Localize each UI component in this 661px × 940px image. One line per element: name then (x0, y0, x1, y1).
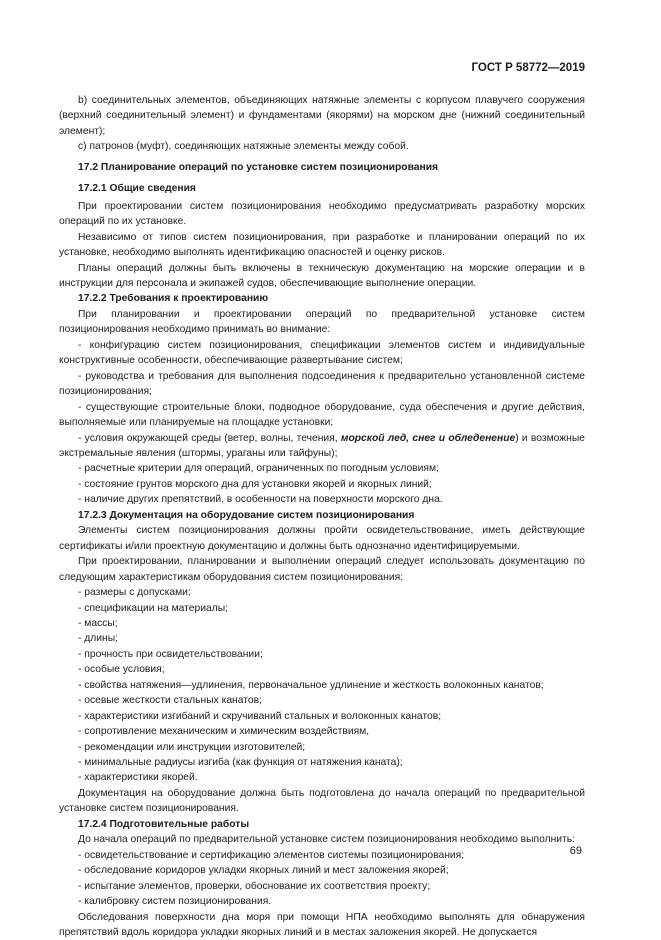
list-item-text: ) и возможные экстремальные явления (штормы, ураганы или тайфуны); (59, 432, 585, 459)
list-item: - особые условия; (78, 664, 165, 676)
list-item: - характеристики якорей. (78, 772, 198, 784)
paragraph: Планы операций должны быть включены в техническую документацию на морские операции и в инструкции для персонала и экипажей судов, обеспечивающие выполнение операции. (59, 262, 585, 289)
paragraph: При планировании и проектировании операций по предварительной установке систем позиционирования необходимо принимать во внимание: (59, 308, 585, 336)
list-item: - освидетельствование и сертификацию элементов системы позиционирования; (78, 849, 465, 861)
page-number: 69 (569, 845, 582, 857)
list-item: - конфигурацию систем позиционирования, спецификации элементов систем и индивидуальные конструктивные особенности, обеспечивающие развертывание систем; (59, 339, 585, 367)
paragraph: Элементы систем позиционирования должны пройти освидетельствование, иметь действующие сертификаты и/или проектную документацию и должны быть однозначно идентифицируемыми. (59, 525, 585, 552)
list-item: - характеристики изгибаний и скручиваний стальных и волоконных канатов; (78, 710, 442, 722)
list-item: - размеры с допусками; (78, 587, 191, 599)
paragraph: Документация на оборудование должна быть подготовлена до начала операций по предварительной установке систем позиционирования. (59, 787, 585, 815)
section-heading-17-2-3: 17.2.3 Документация на оборудование систем позиционирования (78, 509, 415, 521)
list-item: - наличие других препятствий, в особенности на поверхности морского дна. (78, 494, 443, 506)
list-item-text: - условия окружающей среды (ветер, волны, течения, (78, 432, 341, 444)
standard-code: ГОСТ Р 58772—2019 (471, 62, 585, 74)
list-item: - массы; (78, 617, 118, 629)
emphasis-text: морской лед, снег и обледенение (340, 432, 516, 444)
section-heading-17-2-1: 17.2.1 Общие сведения (78, 183, 196, 195)
list-item: - расчетные критерии для операций, ограниченных по погодным условиям; (78, 463, 439, 475)
list-item: - рекомендации или инструкции изготовителей; (78, 741, 306, 753)
list-item: - существующие строительные блоки, подводное оборудование, суда обеспечения и другие действия, выполняемые или планируемые на площадке установки; (59, 401, 585, 429)
list-item: - состояние грунтов морского дна для установки якорей и якорных линий; (78, 478, 432, 490)
list-item (59, 431, 585, 462)
section-heading-17-2-2: 17.2.2 Требования к проектированию (78, 293, 269, 305)
document-body (59, 93, 585, 940)
paragraph: Обследования поверхности дна моря при помощи НПА необходимо выполнять для обнаружения препятствий вдоль коридора укладки якорных линий и в местах заложения якорей. Не допускается (59, 911, 585, 939)
paragraph: При проектировании систем позиционирования необходимо предусматривать разработку морских операций по их установке. (59, 200, 585, 228)
paragraph: Независимо от типов систем позиционирования, при разработке и планировании операций по их установке, необходимо выполнять идентификацию опасностей и оценку рисков. (59, 231, 585, 259)
paragraph: До начала операций по предварительной установке систем позиционирования необходимо выполнить: (78, 834, 575, 846)
list-item: - прочность при освидетельствовании; (78, 648, 263, 660)
list-item: - длины; (78, 633, 119, 645)
section-heading-17-2-4: 17.2.4 Подготовительные работы (78, 818, 250, 830)
list-item: - сопротивление механическим и химическим воздействиям, (78, 726, 370, 738)
list-item-b: b) соединительных элементов, объединяющих натяжные элементы с корпусом плавучего сооружения (верхний соединительный элемент) и фундаментами (якорями) на морском дне (нижний соединительный элемент); (59, 95, 585, 137)
list-item: - калибровку систем позиционирования. (78, 896, 272, 908)
list-item: - испытание элементов, проверки, обоснование их соответствия проекту; (78, 880, 431, 892)
list-item: - минимальные радиусы изгиба (как функция от натяжения каната); (78, 757, 403, 769)
paragraph: При проектировании, планировании и выполнении операций следует использовать документацию по следующим характеристикам оборудования систем позиционирования: (59, 556, 585, 583)
list-item: - руководства и требования для выполнения подсоединения к предварительно установленной системе позиционирования; (59, 370, 585, 398)
list-item: - обследование коридоров укладки якорных линий и мест заложения якорей; (78, 865, 449, 877)
list-item: - спецификации на материалы; (78, 602, 228, 614)
list-item: - осевые жесткости стальных канатов; (78, 695, 262, 707)
list-item-c: c) патронов (муфт), соединяющих натяжные элементы между собой. (78, 141, 409, 153)
list-item: - свойства натяжения—удлинения, первоначальное удлинение и жесткость волоконных канатов; (78, 679, 544, 691)
section-heading-17-2: 17.2 Планирование операций по установке систем позиционирования (78, 161, 439, 173)
